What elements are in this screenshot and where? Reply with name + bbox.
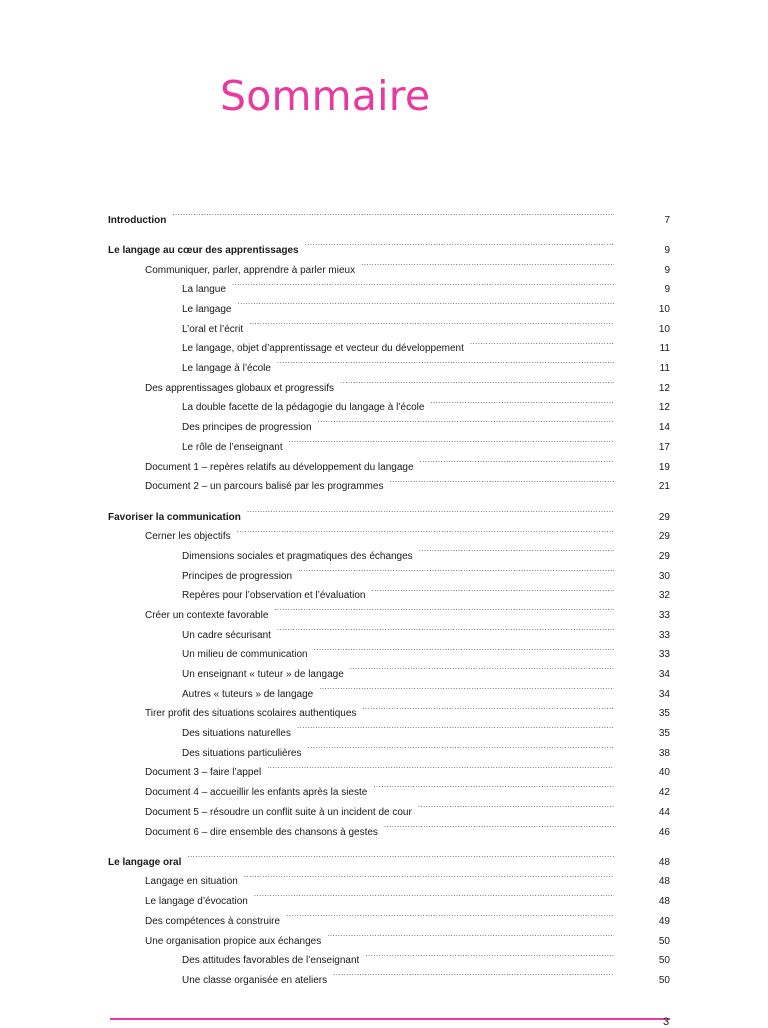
dot-leader <box>359 253 614 273</box>
toc-entry-page: 46 <box>658 826 670 838</box>
dot-leader <box>236 292 615 312</box>
dot-leader <box>287 430 614 450</box>
footer-rule <box>110 1018 670 1020</box>
toc-entry-page: 44 <box>658 806 670 818</box>
dot-leader <box>317 677 614 697</box>
toc-entry-label: Repères pour l’observation et l’évaluation <box>182 590 366 602</box>
dot-leader <box>331 963 614 983</box>
dot-leader <box>468 332 614 352</box>
toc-entry-label: Langage en situation <box>145 876 238 888</box>
toc-entry-page: 48 <box>658 896 670 908</box>
toc-entry-page: 9 <box>664 244 670 256</box>
toc-entry-page: 29 <box>658 550 670 562</box>
footer-page-number: 3 <box>663 1016 670 1028</box>
dot-leader <box>272 598 614 618</box>
toc-entry-label: Le langage d’évocation <box>145 896 248 908</box>
dot-leader <box>303 233 614 253</box>
toc-entry-page: 9 <box>664 264 670 276</box>
dot-leader <box>360 697 614 717</box>
toc-entry-label: Le langage oral <box>108 856 182 868</box>
toc-entry-label: Des principes de progression <box>182 422 312 434</box>
toc-entry-label: Des attitudes favorables de l’enseignant <box>182 955 360 967</box>
dot-leader <box>185 845 614 865</box>
toc-entry-label: Un enseignant « tuteur » de langage <box>182 669 344 680</box>
dot-leader <box>387 470 614 490</box>
toc-entry-label: Tirer profit des situations scolaires authentiques <box>145 708 357 720</box>
dot-leader <box>247 312 614 332</box>
dot-leader <box>265 756 614 776</box>
dot-leader <box>295 716 614 736</box>
toc-entry-label: Dimensions sociales et pragmatiques des échanges <box>182 550 413 562</box>
dot-leader <box>242 865 614 885</box>
toc-entry-page: 34 <box>658 688 670 700</box>
dot-leader <box>371 775 614 795</box>
toc-entry-label: Document 1 – repères relatifs au développement du langage <box>145 461 414 473</box>
toc-entry-page: 50 <box>658 974 670 986</box>
toc-entry-label: La double facette de la pédagogie du langage à l’école <box>182 402 425 414</box>
dot-leader <box>338 371 614 391</box>
toc-entry-page: 7 <box>664 214 670 226</box>
toc-entry-page: 40 <box>658 767 670 779</box>
toc-entry-page: 48 <box>658 876 670 888</box>
toc-entry-page: 9 <box>664 284 670 296</box>
toc-section-entry <box>108 203 670 226</box>
toc-entry <box>108 865 670 888</box>
page-title: Sommaire <box>220 72 431 120</box>
toc-entry-label: L’oral et l’écrit <box>182 323 244 335</box>
toc-entry-label: Document 4 – accueillir les enfants après la sieste <box>145 787 368 799</box>
toc-entry-label: Communiquer, parler, apprendre à parler mieux <box>145 264 356 276</box>
toc-entry-page: 17 <box>658 441 670 453</box>
toc-entry-label: Document 3 – faire l’appel <box>145 767 262 779</box>
toc-entry-label: Des apprentissages globaux et progressifs <box>145 382 334 394</box>
dot-leader <box>230 273 614 293</box>
toc-entry-page: 12 <box>658 402 670 414</box>
dot-leader <box>325 924 614 944</box>
toc-entry-page: 50 <box>658 935 670 947</box>
dot-leader <box>316 410 614 430</box>
dot-leader <box>235 520 614 540</box>
toc-entry-label: Document 2 – un parcours balisé par les programmes <box>145 481 384 493</box>
dot-leader <box>275 351 614 371</box>
toc-entry-label: Une classe organisée en ateliers <box>182 974 328 986</box>
toc-entry-page: 48 <box>658 856 670 868</box>
dot-leader <box>170 203 614 223</box>
toc-section-entry <box>108 845 670 868</box>
dot-leader <box>416 795 614 815</box>
dot-leader <box>418 450 614 470</box>
dot-leader <box>369 579 614 599</box>
toc-entry-page: 34 <box>658 669 670 680</box>
toc-entry-page: 49 <box>658 915 670 927</box>
toc-entry-label: Le langage à l’école <box>182 363 271 375</box>
toc-entry-label: Un cadre sécurisant <box>182 629 271 641</box>
toc-entry-page: 10 <box>658 323 670 335</box>
toc-entry-label: Créer un contexte favorable <box>145 609 269 621</box>
toc-section-entry <box>108 500 670 523</box>
toc-entry-page: 29 <box>658 511 670 523</box>
toc-entry-label: Favoriser la communication <box>108 511 241 523</box>
toc-entry-label: Le rôle de l’enseignant <box>182 441 283 453</box>
toc-entry-label: Des situations naturelles <box>182 728 291 740</box>
toc-entry-page: 11 <box>659 363 670 375</box>
dot-leader <box>306 736 615 756</box>
dot-leader <box>284 904 614 924</box>
toc-entry-page: 11 <box>659 343 670 355</box>
dot-leader <box>428 391 614 411</box>
dot-leader <box>296 559 614 579</box>
toc-entry-page: 50 <box>658 955 670 967</box>
toc-entry-label: Introduction <box>108 214 167 226</box>
toc-entry-page: 38 <box>658 747 670 759</box>
toc-entry-label: Le langage <box>182 304 232 316</box>
toc-entry-page: 30 <box>658 570 670 582</box>
toc-entry-label: Un milieu de communication <box>182 649 308 661</box>
toc-entry-page: 33 <box>658 649 670 661</box>
toc-entry-label: Document 6 – dire ensemble des chansons à gestes <box>145 826 378 838</box>
toc-entry-page: 29 <box>658 531 670 543</box>
toc-entry-label: Une organisation propice aux échanges <box>145 935 322 947</box>
toc-entry-label: Principes de progression <box>182 570 293 582</box>
toc-entry-page: 10 <box>658 304 670 316</box>
toc-entry-page: 21 <box>658 481 670 493</box>
toc-entry-page: 19 <box>658 461 670 473</box>
toc-entry-page: 33 <box>658 609 670 621</box>
toc-section-entry <box>108 233 670 256</box>
table-of-contents <box>108 203 670 986</box>
toc-entry-label: Des situations particulières <box>182 747 302 759</box>
dot-leader <box>363 944 614 964</box>
toc-entry-page: 42 <box>658 787 670 799</box>
toc-entry-page: 35 <box>658 728 670 740</box>
dot-leader <box>417 539 614 559</box>
toc-entry-label: La langue <box>182 284 226 296</box>
toc-entry-page: 33 <box>658 629 670 641</box>
dot-leader <box>252 884 614 904</box>
dot-leader <box>348 657 614 677</box>
toc-entry-label: Des compétences à construire <box>145 915 281 927</box>
toc-entry-page: 14 <box>658 422 670 434</box>
toc-entry-label: Document 5 – résoudre un conflit suite à un incident de cour <box>145 806 412 818</box>
dot-leader <box>245 500 614 520</box>
toc-entry-label: Autres « tuteurs » de langage <box>182 688 314 700</box>
toc-entry-label: Le langage au cœur des apprentissages <box>108 244 299 256</box>
dot-leader <box>382 815 614 835</box>
toc-entry-label: Cerner les objectifs <box>145 531 231 543</box>
toc-entry-page: 12 <box>658 382 670 394</box>
dot-leader <box>275 618 614 638</box>
toc-entry-page: 32 <box>658 590 670 602</box>
dot-leader <box>312 638 614 658</box>
toc-entry-label: Le langage, objet d’apprentissage et vecteur du développement <box>182 343 464 355</box>
toc-entry-page: 35 <box>658 708 670 720</box>
